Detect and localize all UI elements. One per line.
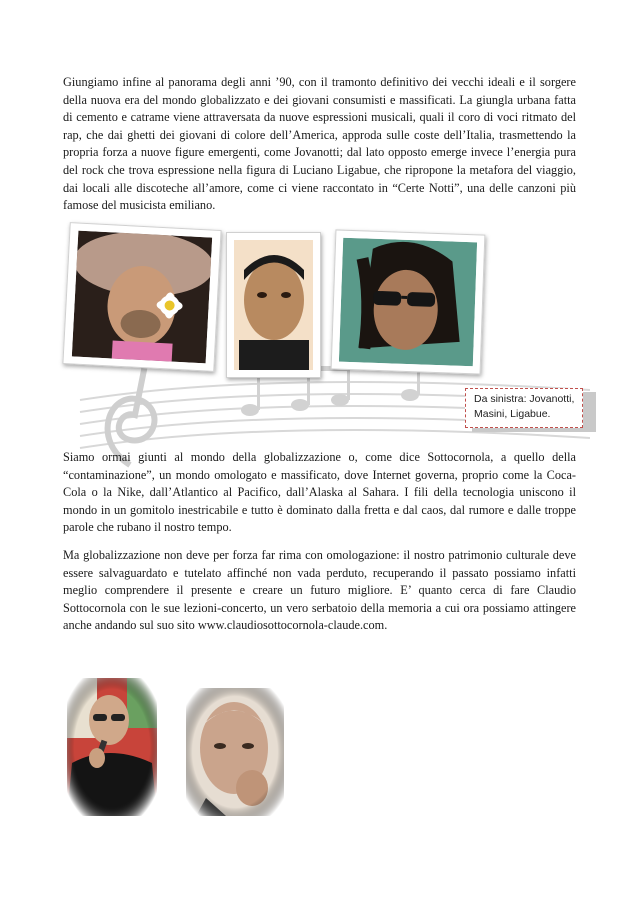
- photo-ligabue: [331, 229, 486, 374]
- paragraph-intro: Giungiamo infine al panorama degli anni ’90, con il tramonto definitivo dei vecchi ideali e il sorgere della nuova era del mondo globalizzato e dei giovani consumisti e massificati. La giungla urbana fatta di cemento e catrame viene attraversata da nuove espressioni musicali, quali il coro di voci ritmato del rap, che dai ghetti dei giovani di colore dell’America, approda sulle coste dell’Italia, trasmettendo la propria forza a nuove figure emergenti, come Jovanotti; dal lato opposto emerge invece l’energia pura del rock che trova espressione nella figura di Luciano Ligabue, che ripropone la metafora del viaggio, dai locali alle discoteche all’amore, come ci viene raccontato in “Certe Notti”, una delle canzoni più famose del musicista emiliano.: [63, 75, 576, 213]
- photo-sottocornola-singing: [67, 678, 157, 816]
- paragraph-sottocornola: Ma globalizzazione non deve per forza far rima con omologazione: il nostro patrimonio culturale deve essere salvaguardato e tutelato affinché non vada perduto, recuperando il passato possiamo infatti meglio comprendere il presente e creare un futuro migliore. E’ quanto cerca di fare Claudio Sottocornola con le sue lezioni-concerto, un vero serbatoio della memoria a cui ora possiamo attingere anche andando sul suo sito www.claudiosottocornola-claude.com.: [63, 548, 576, 633]
- caption-line-1: Da sinistra: Jovanotti,: [474, 393, 575, 405]
- photo-sottocornola-portrait: [186, 688, 284, 816]
- caption-line-2: Masini, Ligabue.: [474, 408, 551, 420]
- photo-masini: [226, 232, 321, 378]
- paragraph-globalization: Siamo ormai giunti al mondo della globalizzazione o, come dice Sottocornola, a quello della “contaminazione”, un mondo omologato e massificato, dove Internet governa, proprio come la Coca-Cola o la Nike, dall’Atlantico al Pacifico, dall’Alaska al Sahara. I fili della tecnologia uniscono il mondo in un gomitolo inestricabile e tutto è dominato dalla fretta e dal caos, dal rumore e dalle troppe parole che rubano il nostro tempo.: [63, 450, 576, 535]
- masini-image: [234, 240, 313, 370]
- ligabue-image: [339, 238, 477, 367]
- photo-jovanotti: [62, 222, 221, 372]
- jovanotti-image: [72, 231, 212, 364]
- photo-caption: [465, 388, 583, 428]
